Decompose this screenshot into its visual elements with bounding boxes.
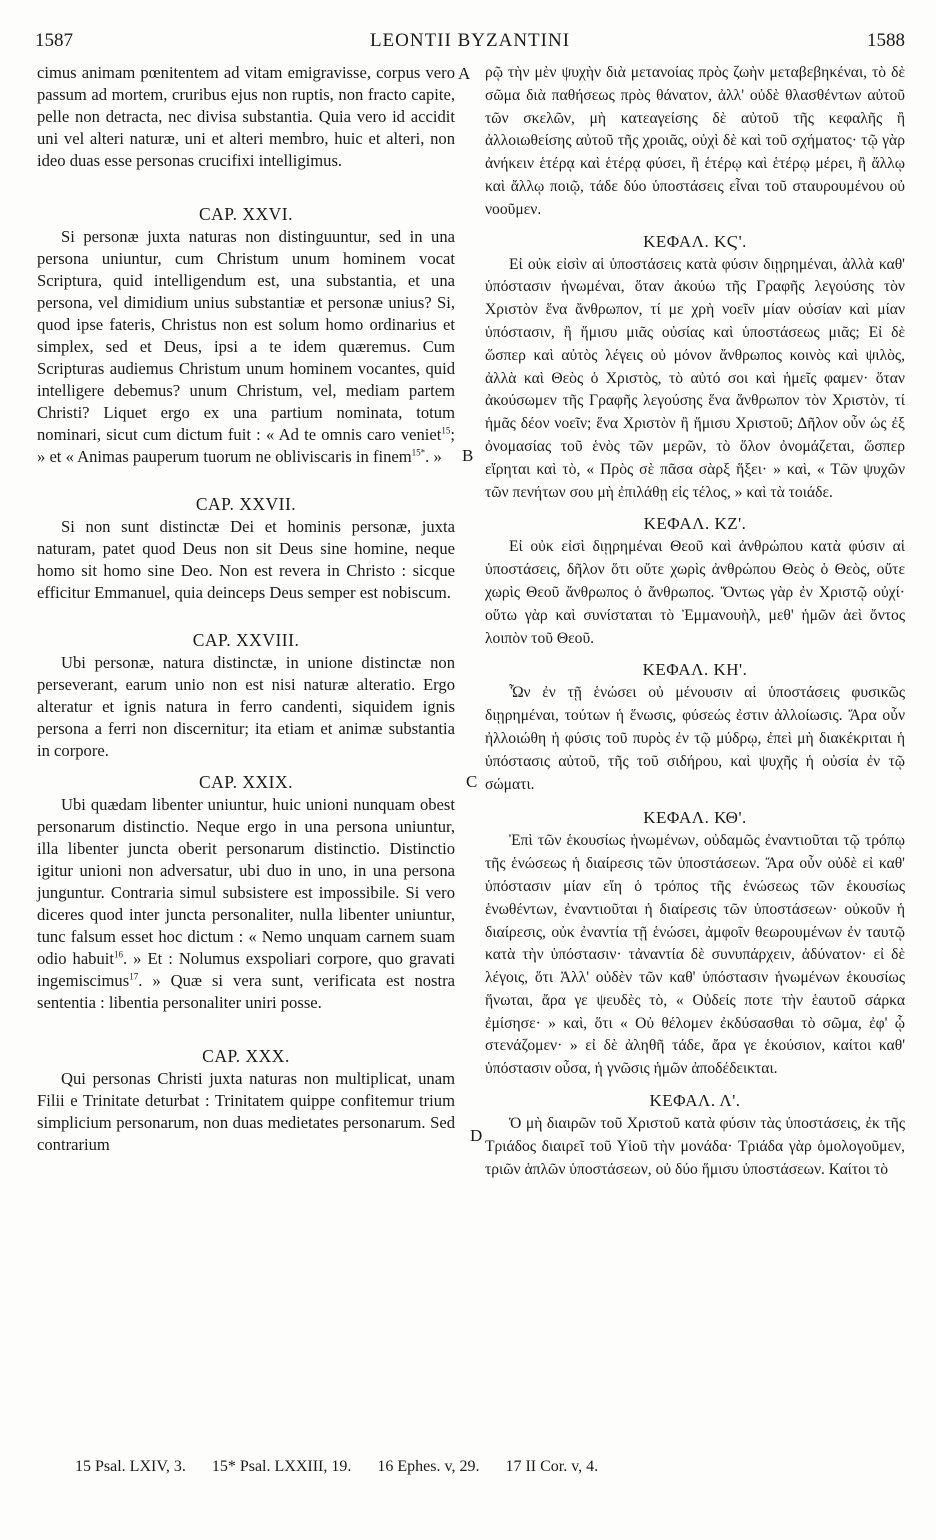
- page-number-left: 1587: [35, 30, 73, 51]
- greek-intro: ρῷ τὴν μὲν ψυχὴν διὰ μετανοίας πρὸς ζωὴν μεταβεβηκέναι, τὸ δὲ σῶμα διὰ παθήσεως πρὸς θάνατον, ἀλλ' οὐδὲ θλασθέντων αὐτοῦ τῶν σκελῶν, μὴ κατεαγείσης δὲ αὐτοῦ τῆς κεφαλῆς ἢ ἀλλοιωθείσης αὐτοῦ τῆς χροιᾶς, οὐχὶ δὲ καὶ τοῦ σχήματος· τῷ γὰρ ἀνήκειν ἑτέρᾳ καὶ ἑτέρᾳ φύσει, ἢ ἑτέρῳ καὶ ἑτέρῳ μέρει, ἢ ἄλλῳ καὶ ἄλλῳ ποιῷ, τάδε δύο ὑποστάσεις εἶναι τοῦ σταυρουμένου οὐ νοοῦμεν.: [485, 64, 905, 218]
- latin-intro: cimus animam pœnitentem ad vitam emigravisse, corpus vero passum ad mortem, cruribus ejus non ruptis, non fracto capite, pelle non detracta, nec divisa substantia. Quia vero id accidit uni vel alteri naturæ, uni et alteri membro, huic et alteri, non ideo duas esse personas crucifixi intelligimus.: [37, 63, 455, 170]
- latin-chapter-heading: CAP. XXX.: [202, 1046, 290, 1066]
- latin-chapter-heading: CAP. XXVI.: [199, 204, 293, 224]
- greek-chapter-heading: ΚΕΦΑΛ. Λ'.: [649, 1091, 741, 1111]
- greek-chapter-heading: ΚΕΦΑΛ. ΚϚ'.: [643, 231, 747, 251]
- latin-chapter-heading: CAP. XXVII.: [195, 494, 297, 514]
- latin-chapter-text: Ubi quædam libenter uniuntur, huic unioni nunquam obest personarum distinctio. Neque ergo in una persona uniuntur, illa libenter juncta oberit personarum distinctio. Distinctio igitur unioni non adversatur, ubi duo in uno, in una persona junguntur. Contraria simul subsistere est impossibile. Si vero diceres quod inter juncta personaliter, nulla libenter uniuntur, tunc falsum esset hoc dictum : « Nemo unquam carnem suam odio habuit$^{16}$. » Et : Nolumus exspoliari corpore, quo gravati ingemiscimus$^{17}$. » Quæ si vera sunt, verificata est nostra sententia : libentia personaliter uniri posse.: [37, 795, 455, 1012]
- greek-chapter-text: Εἰ οὐκ εἰσὶν αἱ ὑποστάσεις κατὰ φύσιν διῃρημέναι, ἀλλὰ καθ' ὑπόστασιν ἡνωμέναι, ὅταν ἀκούω τῆς Γραφῆς λεγούσης τὸν Χριστὸν ἕνα ἄνθρωπον, τί με χρὴ νοεῖν μίαν οὐσίαν καὶ μίαν ὑπόστασιν, ἢ ἥμισυ μιᾶς οὐσίας καὶ ὑποστάσεως μιᾶς; Εἰ δὲ ὥσπερ καὶ αὐτὸς λέγεις οὐ μόνον ἄνθρωπος κοινὸς καὶ ψιλὸς, ἀλλὰ καὶ Θεὸς ὁ Χριστὸς, τὸ αὐτό σοι καὶ ἡμεῖς φαμεν· ὅταν ἀκούσωμεν τῆς Γραφῆς λεγούσης ἕνα ἄνθρωπον τὸν Χριστὸν, τί ἡμᾶς δέον νοεῖν; ἕνα Χριστὸν ἢ ἥμισυ Χριστοῦ; Δῆλον οὖν ὡς ἐξ ὀνομασίας τοῦ ἑνὸς τῶν μερῶν, τὸ ὅλον ὀνομάζεται, ὥσπερ εἴρηται καὶ τὸ, « Πρὸς σὲ πᾶσα σὰρξ ἥξει· » καὶ, « Τῶν ψυχῶν τῶν πενήτων σου μὴ ἐπιλάθῃ εἰς τέλος, » καὶ τὰ τοιάδε.: [485, 255, 905, 501]
- greek-chapter-text: Ὁ μὴ διαιρῶν τοῦ Χριστοῦ κατὰ φύσιν τὰς ὑποστάσεις, ἐκ τῆς Τριάδος διαιρεῖ τοῦ Υἱοῦ τὴν μονάδα· Τριάδα γὰρ ὁμολογοῦμεν, τριῶν ἁπλῶν ὑποστάσεων, οὐ δύο ἥμισυ ὑποστάσεων. Καίτοι τὸ: [485, 1115, 905, 1178]
- footnote: 16 Ephes. v, 29.: [377, 1458, 480, 1475]
- footnote-ref: 15: [441, 425, 451, 436]
- greek-chapter-text: Ὧν ἐν τῇ ἑνώσει οὐ μένουσιν αἱ ὑποστάσεις φυσικῶς διῃρημέναι, τούτων ἡ ἕνωσις, φύσεώς ἐστιν ἀλλοίωσις. Ἄρα οὖν ἠλλοιώθη ἡ φύσις τοῦ πυρὸς ἐν τῷ μύδρῳ, ἐπεὶ μὴ διακέκριται ἡ ὑπόστασις αὐτοῦ, τῆς τοῦ σιδήρου, καὶ ψυχῆς ἡ οὐσία ἐν τῷ σώματι.: [485, 684, 905, 793]
- footnote: 17 II Cor. v, 4.: [505, 1458, 599, 1475]
- footnote: 15 Psal. LXIV, 3.: [75, 1458, 186, 1475]
- page-number-right: 1588: [867, 30, 905, 51]
- latin-chapter-text: Si non sunt distinctæ Dei et hominis personæ, juxta naturam, patet quod Deus non sit Deus sine homine, neque homo sit homo sine Deo. Non est revera in Christo : sicque efficitur Emmanuel, quia deinceps Deus semper est nobiscum.: [37, 517, 455, 602]
- footnote: 15* Psal. LXXIII, 19.: [211, 1458, 352, 1475]
- latin-chapter-text: Qui personas Christi juxta naturas non multiplicat, unam Filii e Trinitate deturbat : Trinitatem quippe confitemur trium simplicium personarum, non duas medietates personarum. Sed contrarium: [37, 1069, 455, 1154]
- margin-marker-c: C: [466, 772, 478, 791]
- footnote-ref: 16: [114, 949, 123, 960]
- latin-chapter-heading: CAP. XXIX.: [199, 772, 293, 792]
- latin-chapter-text: Ubi personæ, natura distinctæ, in unione distinctæ non perseverant, earum unio non est nisi naturæ alteratio. Ergo alteratur et ignis natura in ferro candenti, siquidem ignis persona a ferri non discernitur; ita etiam et animæ substantia in corpore.: [37, 653, 455, 760]
- latin-column: [37, 62, 455, 1156]
- margin-marker-a: A: [458, 64, 471, 83]
- footnote-ref: 15*: [411, 447, 426, 458]
- greek-column: [485, 62, 905, 1181]
- footnote-ref: 17: [129, 971, 139, 982]
- margin-marker-b: B: [462, 446, 474, 465]
- margin-marker-d: D: [470, 1126, 483, 1145]
- page-header: [35, 30, 905, 60]
- greek-chapter-heading: ΚΕΦΑΛ. ΚΖ'.: [643, 514, 747, 534]
- greek-chapter-text: Ἐπὶ τῶν ἑκουσίως ἡνωμένων, οὐδαμῶς ἐναντιοῦται τῷ τρόπῳ τῆς ἑνώσεως ἡ διαίρεσις τῶν ὑποστάσεων. Ἄρα οὖν οὐδὲ εἰ καθ' ὑπόστασιν μίαν εἴη ὁ τρόπος τῆς ἑνώσεως τῶν ἑκουσίως ἑνωθέντων, ἐναντιοῦται ἡ διαίρεσις τῶν ὑποστάσεων· οὐκοῦν ἡ διαίρεσις, οὐκ ἐναντία τῇ ἑνώσει, ἀμφοῖν θεωρουμένων ἐν ταυτῷ κατὰ τὴν ὑπόστασιν· τἀναντία δὲ συνυπάρχειν, ἀδύνατον· εἰ δὲ λέγοις, ὅτι Ἀλλ' οὐδὲν τῶν καθ' ὑπόστασιν ἡνωμένων ἑκουσίως ἥνωται, ἄρα γε ψευδὲς τὸ, « Οὐδείς ποτε τὴν ἑαυτοῦ σάρκα ἐμίσησε· » καὶ, ὅτι « Οὐ θέλομεν ἐκδύσασθαι τὸ σῶμα, ἐφ' ᾧ στενάζομεν· » εἰ δὲ ἀληθῆ τάδε, ἄρα γε ἑκούσιον, καίτοι καθ' ὑπόστασιν οὖσα, ἡ γνῶσις ἡμῶν ἀποδέδεικται.: [485, 832, 905, 1078]
- greek-chapter-text: Εἰ οὐκ εἰσὶ διῃρημέναι Θεοῦ καὶ ἀνθρώπου κατὰ φύσιν αἱ ὑποστάσεις, δῆλον ὅτι οὔτε χωρὶς ἀνθρώπου Θεὸς ὁ Θεὸς, οὔτε χωρὶς Θεοῦ ἄνθρωπος ὁ ἄνθρωπος. Ὄντως γὰρ ἐν Χριστῷ οὐχί· οὕτω γὰρ καὶ συνίσταται τὸ Ἐμμανουὴλ, μεθ' ἡμῶν ἀεὶ ὄντος λοιπὸν τοῦ Θεοῦ.: [485, 538, 905, 647]
- greek-chapter-heading: ΚΕΦΑΛ. ΚΗ'.: [642, 660, 748, 680]
- footnotes: [75, 1458, 895, 1476]
- greek-chapter-heading: ΚΕΦΑΛ. ΚΘ'.: [643, 808, 747, 828]
- latin-chapter-text: Si personæ juxta naturas non distinguuntur, sed in una persona uniuntur, cum Christum unum hominem vocat Scriptura, quid intelligendum est, una substantia, et una persona, vel dimidium unius substantiæ et personæ unius? Si, quod ipse fateris, Christus non est solum homo ordinarius et simplex, sed et Deus, ipsi a te idem quæremus. Cum Scripturas audiemus Christum unum hominem vocantes, quid intelligere debemus? unum Christum, vel, mediam partem Christi? Liquet ergo ex una partium nominata, totum nominari, sicut cum dictum fuit : « Ad te omnis caro veniet$^{15}$; » et « Animas pauperum tuorum ne obliviscaris in finem$^{15*}$. »: [37, 227, 455, 466]
- running-title: LEONTII BYZANTINI: [369, 30, 571, 51]
- latin-chapter-heading: CAP. XXVIII.: [192, 630, 300, 650]
